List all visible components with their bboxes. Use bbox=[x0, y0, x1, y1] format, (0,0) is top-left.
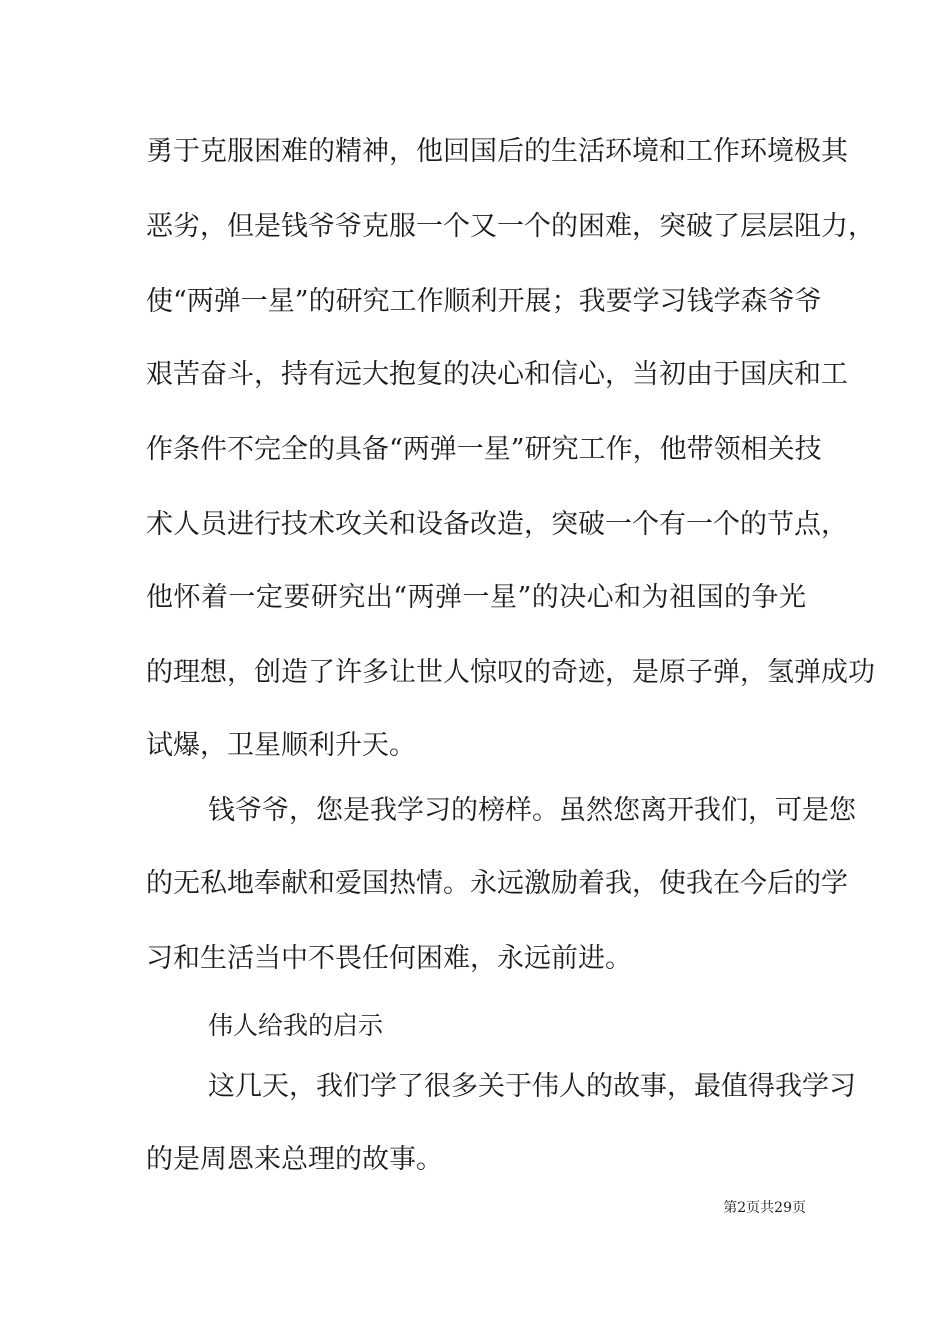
paragraph-2-line: 习和生活当中不畏任何困难，永远前进。 bbox=[146, 943, 632, 974]
page-number: 第2页共29页 bbox=[723, 1200, 806, 1216]
paragraph-1-line: 术人员进行技术攻关和设备改造，突破一个有一个的节点， bbox=[146, 509, 848, 540]
paragraph-2-line: 的无私地奉献和爱国热情。永远激励着我，使我在今后的学 bbox=[146, 868, 848, 899]
paragraph-1-line: 他怀着一定要研究出“两弹一星”的决心和为祖国的争光 bbox=[146, 582, 806, 613]
paragraph-1-line: 试爆，卫星顺利升天。 bbox=[146, 730, 416, 761]
paragraph-1-line: 作条件不完全的具备“两弹一星”研究工作，他带领相关技 bbox=[146, 434, 822, 465]
paragraph-1-line: 恶劣，但是钱爷爷克服一个又一个的困难，突破了层层阻力， bbox=[146, 211, 875, 242]
paragraph-1-line: 使“两弹一星”的研究工作顺利开展；我要学习钱学森爷爷 bbox=[146, 286, 822, 317]
paragraph-1-line: 的理想，创造了许多让世人惊叹的奇迹，是原子弹，氢弹成功 bbox=[146, 657, 875, 688]
paragraph-3-line: 这几天，我们学了很多关于伟人的故事，最值得我学习 bbox=[208, 1071, 856, 1102]
paragraph-3-line: 的是周恩来总理的故事。 bbox=[146, 1144, 443, 1175]
paragraph-2-line: 钱爷爷，您是我学习的榜样。虽然您离开我们，可是您 bbox=[208, 795, 856, 826]
section-heading: 伟人给我的启示 bbox=[208, 1011, 384, 1040]
paragraph-1-line: 艰苦奋斗，持有远大抱复的决心和信心，当初由于国庆和工 bbox=[146, 359, 848, 390]
paragraph-1-line: 勇于克服困难的精神，他回国后的生活环境和工作环境极其 bbox=[146, 136, 848, 167]
